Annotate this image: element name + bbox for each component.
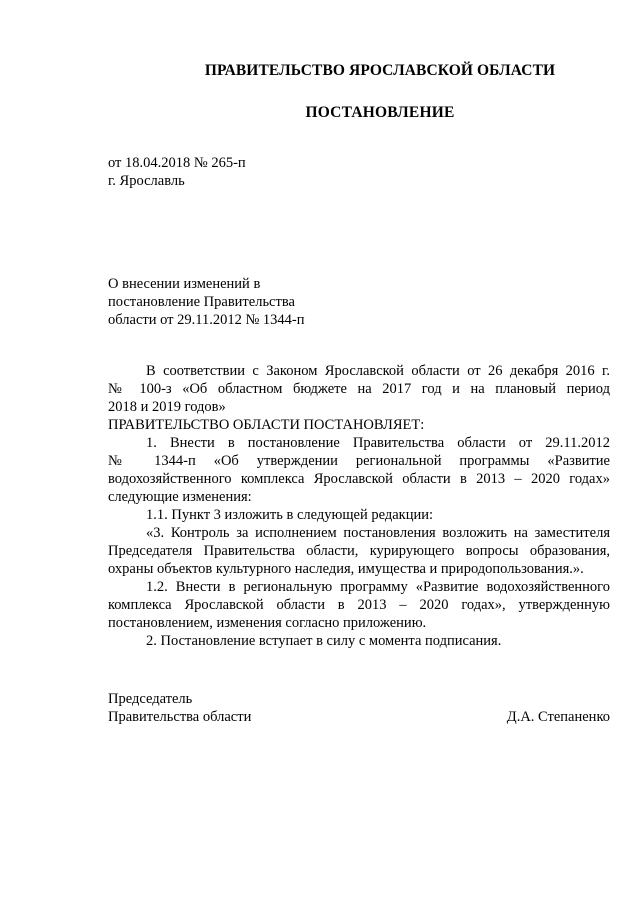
city: г. Ярославль [108,173,185,189]
government-title: ПРАВИТЕЛЬСТВО ЯРОСЛАВСКОЙ ОБЛАСТИ [204,62,556,79]
signatory-name: Д.А. Степаненко [506,709,610,725]
item-1-paragraph [108,434,610,506]
subject-line: области от 29.11.2012 № 1344-п [108,312,305,328]
preamble-paragraph [108,362,610,416]
preamble-line: 2018 и 2019 годов» [108,399,226,415]
item-1-line: 1. Внести в постановление Правительства области от 29.11.2012 [146,435,610,451]
item-2: 2. Постановление вступает в силу с момента подписания. [146,633,502,649]
item-1-2-line: 1.2. Внести в региональную программу «Развитие водохозяйственного [146,579,610,595]
item-1-line: № 1344-п «Об утверждении региональной программы «Развитие [108,453,610,469]
item-1-2-line: постановлением, изменения согласно приложению. [108,615,427,631]
quoted-paragraph [108,524,610,578]
quote-line: охраны объектов культурного наследия, имущества и природопользования.». [108,561,584,577]
subject-line: постановление Правительства [108,294,295,310]
signatory-position: Председатель [108,691,193,707]
preamble-line: № 100-з «Об областном бюджете на 2017 год и на плановый период [108,381,610,397]
quote-line: «3. Контроль за исполнением постановления возложить на заместителя [146,525,610,541]
document-subject [108,275,305,329]
item-1-1: 1.1. Пункт 3 изложить в следующей редакции: [146,507,434,523]
preamble-line: В соответствии с Законом Ярославской области от 26 декабря 2016 г. [146,363,610,379]
date-number: от 18.04.2018 № 265-п [108,155,246,171]
subject-line: О внесении изменений в [108,276,261,292]
item-1-2-line: комплекса Ярославской области в 2013 – 2020 годах», утвержденную [108,597,610,613]
item-1-line: следующие изменения: [108,489,252,505]
signatory-position-line2: Правительства области [108,709,252,725]
quote-line: Председателя Правительства области, курирующего вопросы образования, [108,543,610,559]
document-body [108,362,610,650]
item-1-line: водохозяйственного комплекса Ярославской области в 2013 – 2020 годах» [108,471,610,487]
item-1-2-paragraph [108,578,610,632]
document-meta [108,154,246,190]
document-type: ПОСТАНОВЛЕНИЕ [305,104,455,121]
resolves-line: ПРАВИТЕЛЬСТВО ОБЛАСТИ ПОСТАНОВЛЯЕТ: [108,417,425,433]
signature-row [108,708,610,726]
signature-block [108,690,610,726]
